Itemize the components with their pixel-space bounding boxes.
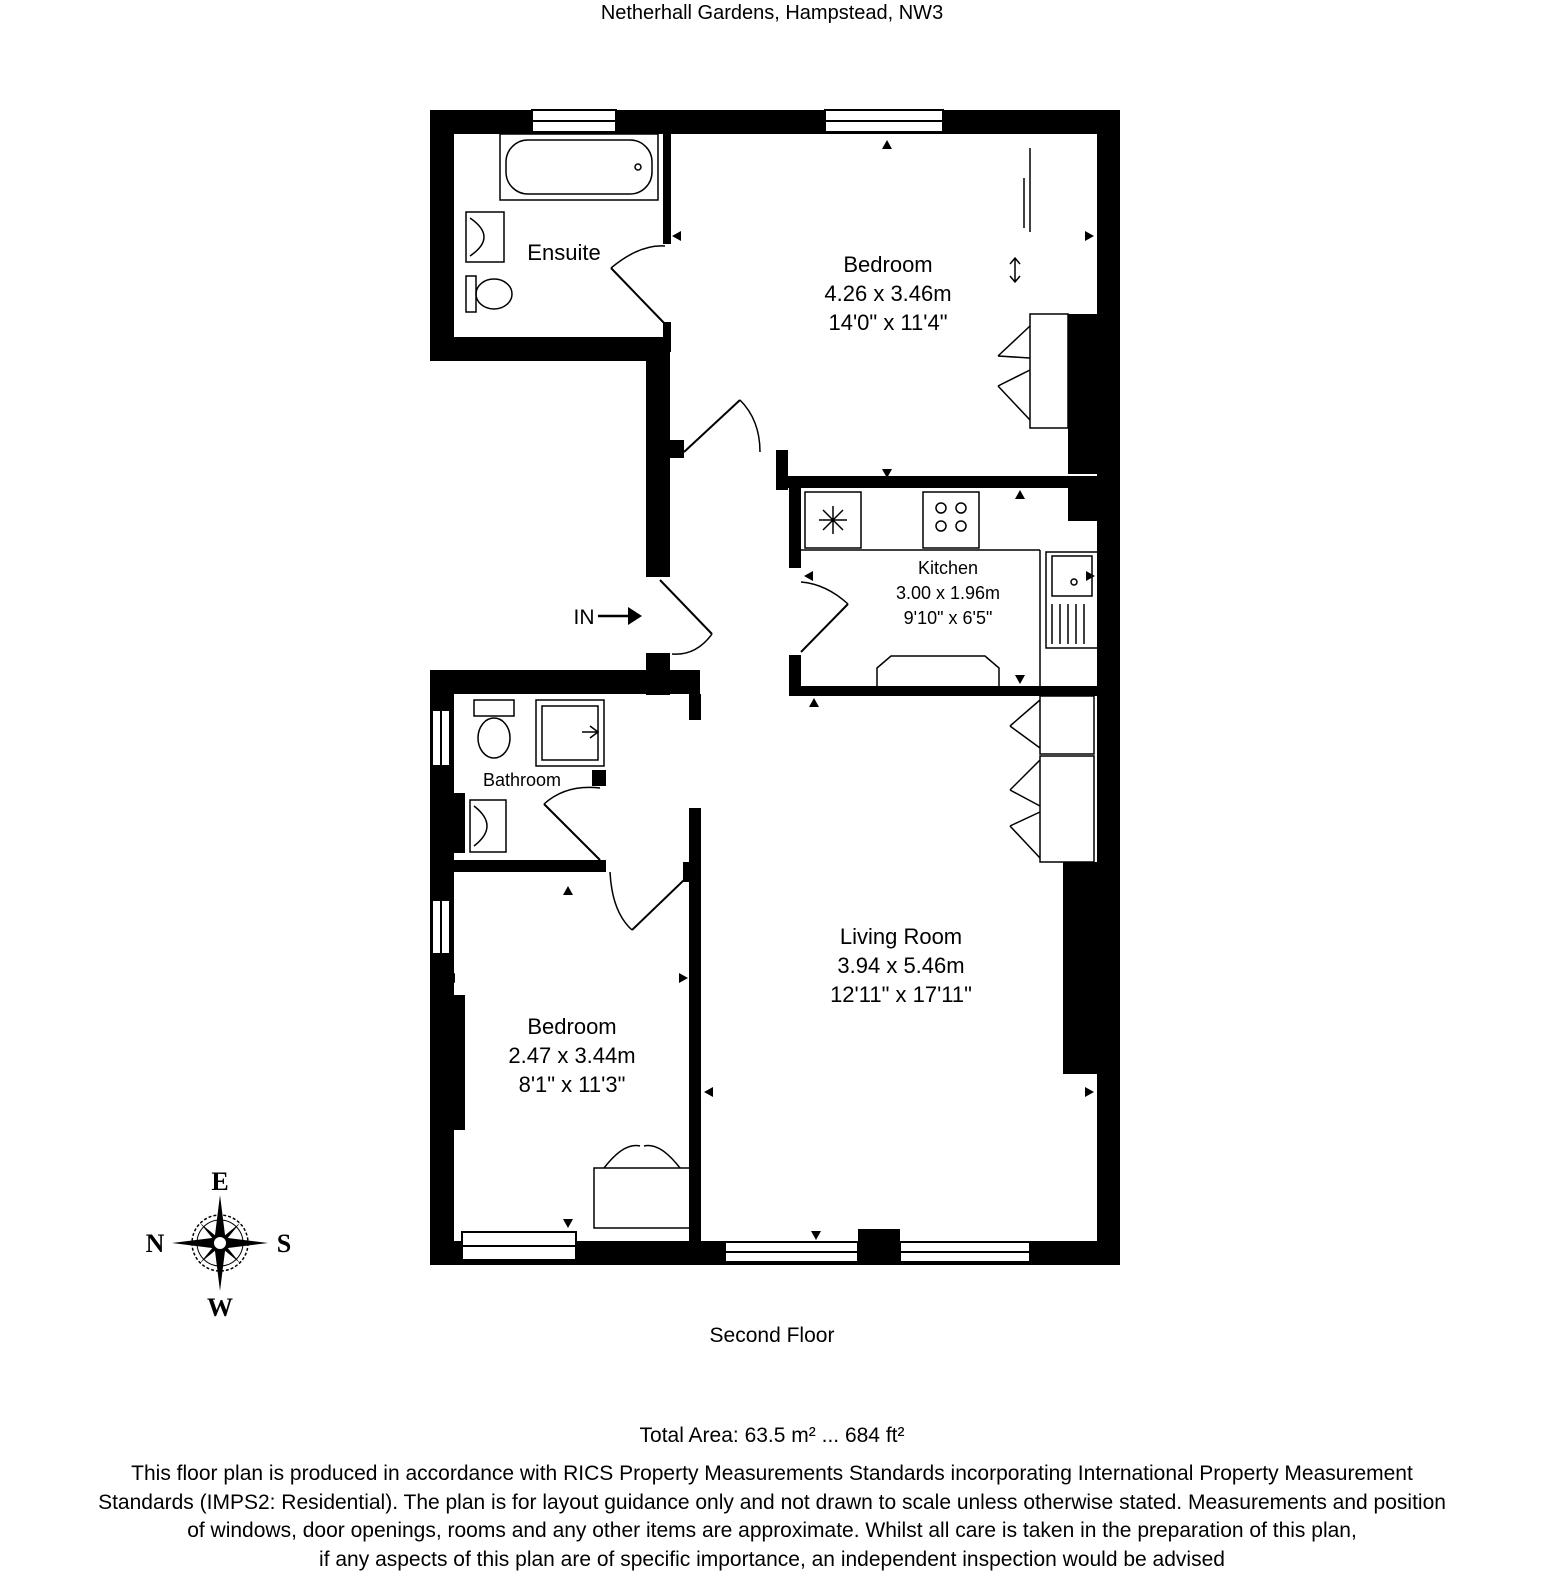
compass-bottom-label: W — [207, 1293, 233, 1322]
kitchen-metric: 3.00 x 1.96m — [895, 583, 1001, 603]
kitchen-label: Kitchen — [917, 558, 979, 578]
compass-top-label: E — [211, 1167, 229, 1196]
bedroom2-imperial: 8'1" x 11'3" — [518, 1072, 626, 1097]
property-address: Netherhall Gardens, Hampstead, NW3 — [600, 2, 944, 24]
bedroom2-metric: 2.47 x 3.44m — [508, 1043, 636, 1068]
bedroom2-label: Bedroom — [527, 1014, 617, 1039]
bedroom1-imperial: 14'0" x 11'4" — [828, 310, 948, 335]
disclaimer — [0, 1460, 1544, 1574]
compass-rose-icon — [172, 1195, 268, 1291]
compass-left-label: N — [145, 1229, 165, 1258]
living-room-label: Living Room — [839, 924, 963, 949]
disclaimer-line: if any aspects of this plan are of specific importance, an independent inspection would be advised — [319, 1547, 1225, 1571]
bathroom-label: Bathroom — [482, 770, 562, 790]
disclaimer-line: This floor plan is produced in accordance with RICS Property Measurements Standards incorporating International Property Measurement — [131, 1462, 1413, 1485]
bedroom1-metric: 4.26 x 3.46m — [824, 281, 952, 306]
floor-label: Second Floor — [709, 1324, 835, 1347]
bedroom1-label: Bedroom — [843, 252, 933, 277]
disclaimer-line: Standards (IMPS2: Residential). The plan is for layout guidance only and not drawn to scale unless otherwise stated. Measurements and position — [98, 1490, 1446, 1514]
total-area: Total Area: 63.5 m² ... 684 ft² — [639, 1424, 905, 1447]
living-room-metric: 3.94 x 5.46m — [837, 953, 965, 978]
entrance-arrow-icon — [598, 607, 642, 625]
kitchen-imperial: 9'10" x 6'5" — [903, 608, 993, 628]
disclaimer-line: of windows, door openings, rooms and any other items are approximate. Whilst all care is taken in the preparation of this plan, — [187, 1519, 1357, 1542]
living-room-imperial: 12'11" x 17'11" — [830, 982, 972, 1007]
entrance-label: IN — [573, 606, 595, 629]
compass-right-label: S — [276, 1229, 292, 1258]
ensuite-label: Ensuite — [527, 240, 601, 265]
